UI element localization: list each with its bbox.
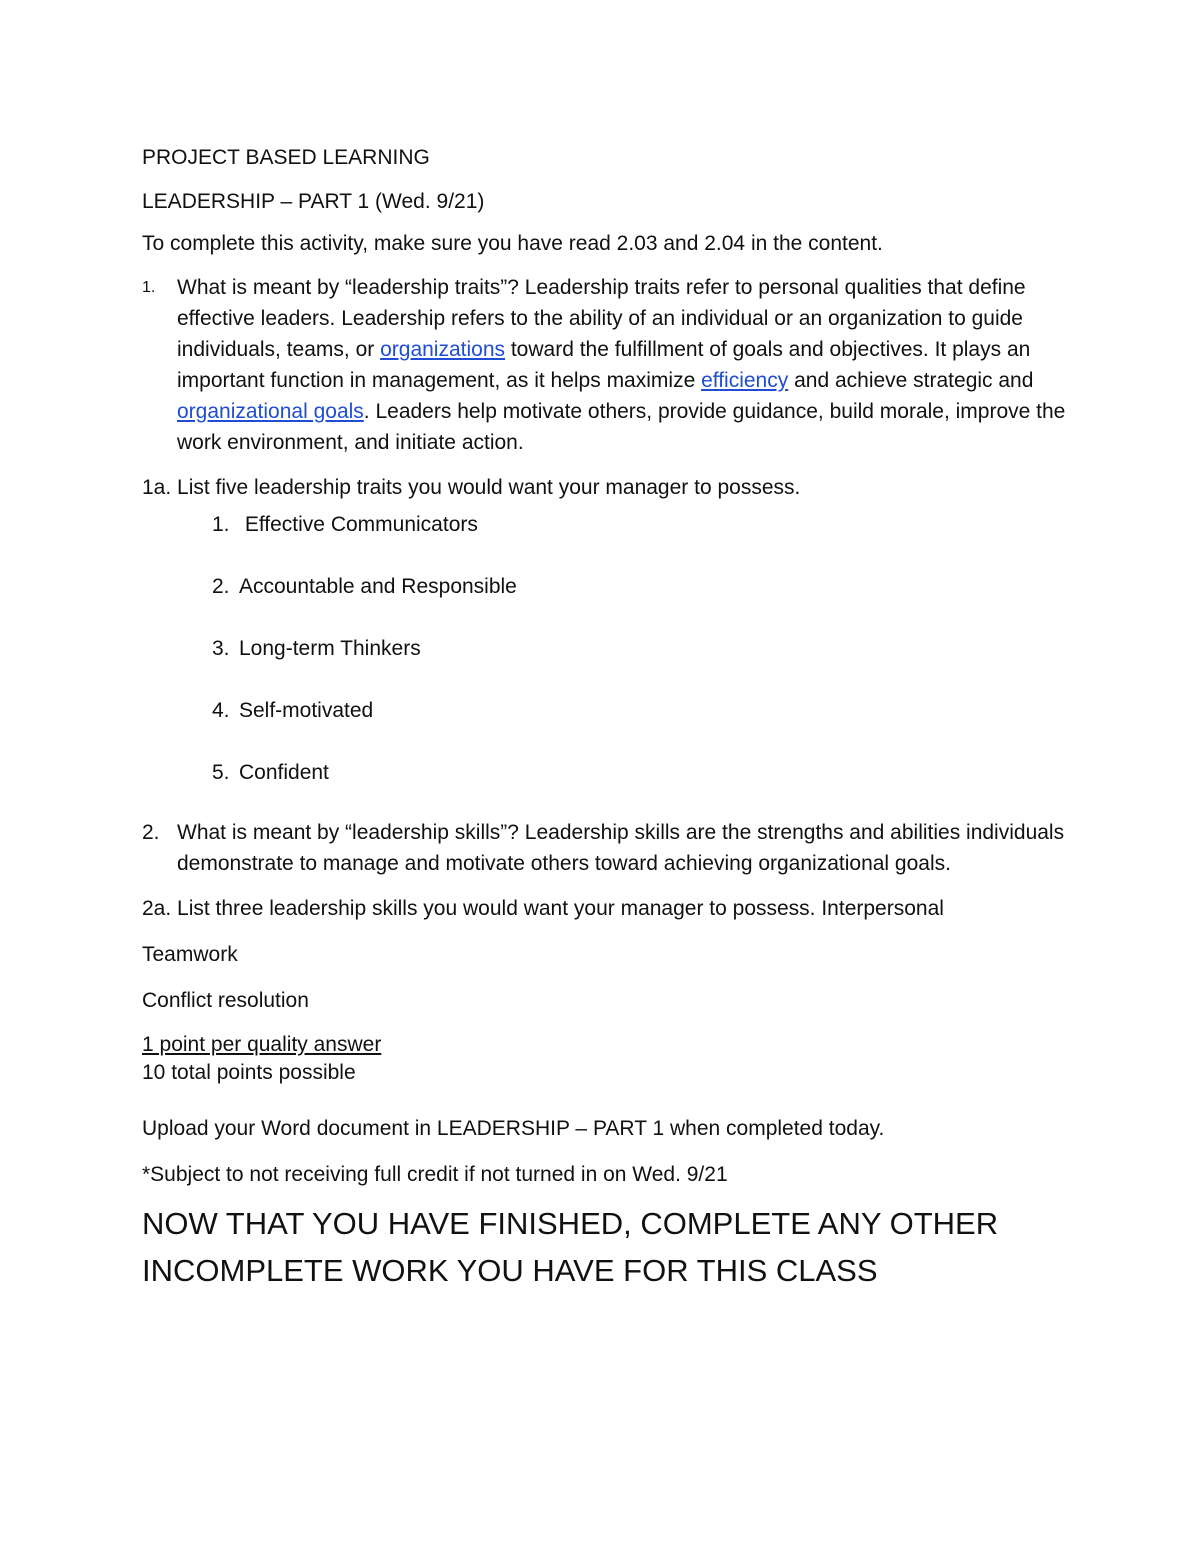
skill-teamwork: Teamwork [142,943,238,966]
trait-text: Accountable and Responsible [239,575,517,598]
q1-text-part: What is meant by “leadership traits”? Leadership traits refer to personal qualities that define effective leaders. Leadership refers to the ability of an individual or an organization to guide individuals, teams, or [177,276,1026,361]
trait-text: Confident [239,761,329,784]
list-item: 4. Self-motivated [212,695,1082,726]
question-1a: 1a. List five leadership traits you would want your manager to possess. [142,476,801,499]
total-points: 10 total points possible [142,1061,356,1084]
question-2-text: What is meant by “leadership skills”? Leadership skills are the strengths and abilities individuals demonstrate to manage and motivate others toward achieving organizational goals. [177,821,1065,875]
final-instruction: NOW THAT YOU HAVE FINISHED, COMPLETE ANY OTHER INCOMPLETE WORK YOU HAVE FOR THIS CLASS [142,1206,999,1288]
organizational-goals-link[interactable]: organizational goals [177,400,364,423]
question-2a: 2a. List three leadership skills you would want your manager to possess. Interpersonal [142,897,944,920]
page-title: PROJECT BASED LEARNING [142,146,430,169]
list-item: 3. Long-term Thinkers [212,633,1082,664]
assignment-subtitle: LEADERSHIP – PART 1 (Wed. 9/21) [142,190,485,213]
question-2 [142,817,1082,879]
document-page [142,142,1082,1294]
points-per-answer: 1 point per quality answer [142,1033,382,1056]
question-1 [142,272,1082,458]
trait-text: Long-term Thinkers [239,637,421,660]
question-1-number: 1. [142,279,156,296]
question-1-text [177,272,1082,458]
q1-text-part: . Leaders help motivate others, provide guidance, build morale, improve the work environment, and initiate action. [177,400,1066,454]
trait-text: Self-motivated [239,699,374,722]
traits-list [142,509,1082,788]
q1-text-part: and achieve strategic and [788,369,1034,392]
q1-text-part: toward the fulfillment of goals and objectives. It plays an important function in management, as it helps maximize [177,338,1031,392]
list-item: 2. Accountable and Responsible [212,571,1082,602]
list-item: 1. Effective Communicators [212,509,1082,540]
intro-text: To complete this activity, make sure you have read 2.03 and 2.04 in the content. [142,232,883,255]
credit-note: *Subject to not receiving full credit if not turned in on Wed. 9/21 [142,1163,728,1186]
organizations-link[interactable]: organizations [380,338,506,361]
trait-text: Effective Communicators [239,513,478,536]
question-2-number: 2. [142,821,160,844]
efficiency-link[interactable]: efficiency [701,369,789,392]
upload-instructions: Upload your Word document in LEADERSHIP – PART 1 when completed today. [142,1117,885,1140]
list-item: 5. Confident [212,757,1082,788]
skill-conflict-resolution: Conflict resolution [142,989,309,1012]
